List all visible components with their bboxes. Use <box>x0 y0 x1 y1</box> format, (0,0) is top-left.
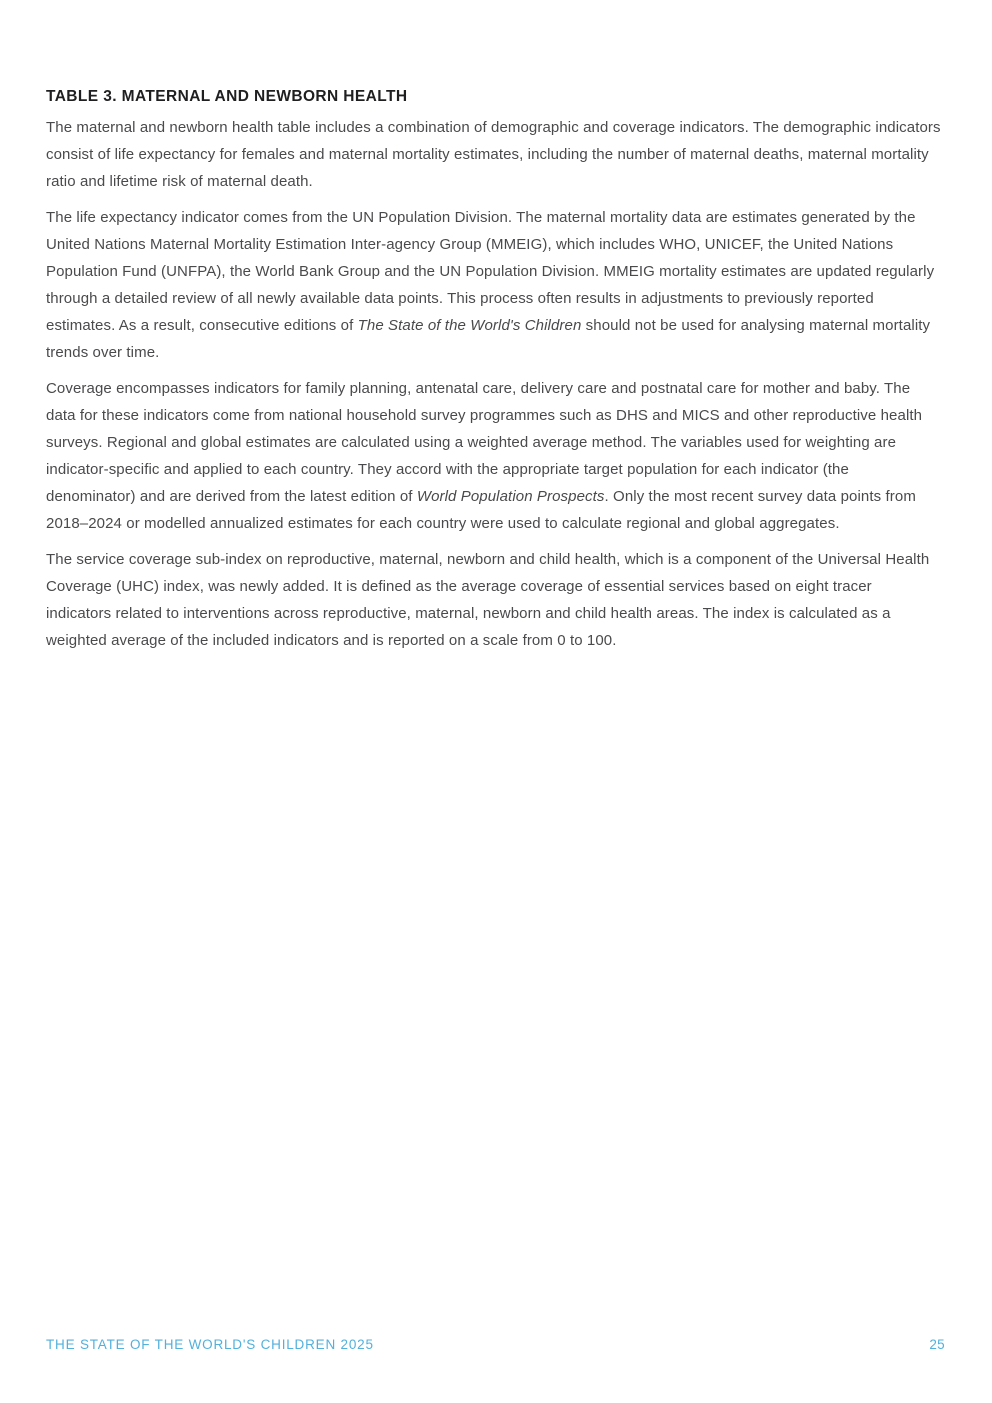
section-heading: TABLE 3. MATERNAL AND NEWBORN HEALTH <box>46 88 408 105</box>
page-footer <box>46 1337 945 1353</box>
paragraph-coverage-indicators: Coverage encompasses indicators for family planning, antenatal care, delivery care and postnatal care for mother and baby. The data for these indicators come from national household survey programmes such as DHS and MICS and other reproductive health surveys. Regional and global estimates are calculated using a weighted average method. The variables used for weighting are indicator-specific and applied to each country. They accord with the appropriate target population for each indicator (the denominator) and are derived from the latest edition of World Population Prospects. Only the most recent survey data points from 2018–2024 or modelled annualized estimates for each country were used to calculate regional and global aggregates. <box>46 380 923 532</box>
footer-page-number: 25 <box>929 1337 945 1352</box>
paragraph-service-coverage-subindex: The service coverage sub-index on reproductive, maternal, newborn and child health, which is a component of the Universal Health Coverage (UHC) index, was newly added. It is defined as the average coverage of essential services based on eight tracer indicators related to interventions across reproductive, maternal, newborn and child health areas. The index is calculated as a weighted average of the included indicators and is reported on a scale from 0 to 100. <box>46 551 930 649</box>
paragraph-life-expectancy-mmeig: The life expectancy indicator comes from the UN Population Division. The maternal mortality data are estimates generated by the United Nations Maternal Mortality Estimation Inter-agency Group (MMEIG), which includes WHO, UNICEF, the United Nations Population Fund (UNFPA), the World Bank Group and the UN Population Division. MMEIG mortality estimates are updated regularly through a detailed review of all newly available data points. This process often results in adjustments to previously reported estimates. As a result, consecutive editions of The State of the World's Children should not be used for analysing maternal mortality trends over time. <box>46 209 935 361</box>
paragraph-demographic-indicators: The maternal and newborn health table includes a combination of demographic and coverage indicators. The demographic indicators consist of life expectancy for females and maternal mortality estimates, including the number of maternal deaths, maternal mortality ratio and lifetime risk of maternal death. <box>46 119 941 190</box>
footer-report-title: THE STATE OF THE WORLD'S CHILDREN 2025 <box>46 1337 374 1352</box>
page-content <box>46 88 941 663</box>
